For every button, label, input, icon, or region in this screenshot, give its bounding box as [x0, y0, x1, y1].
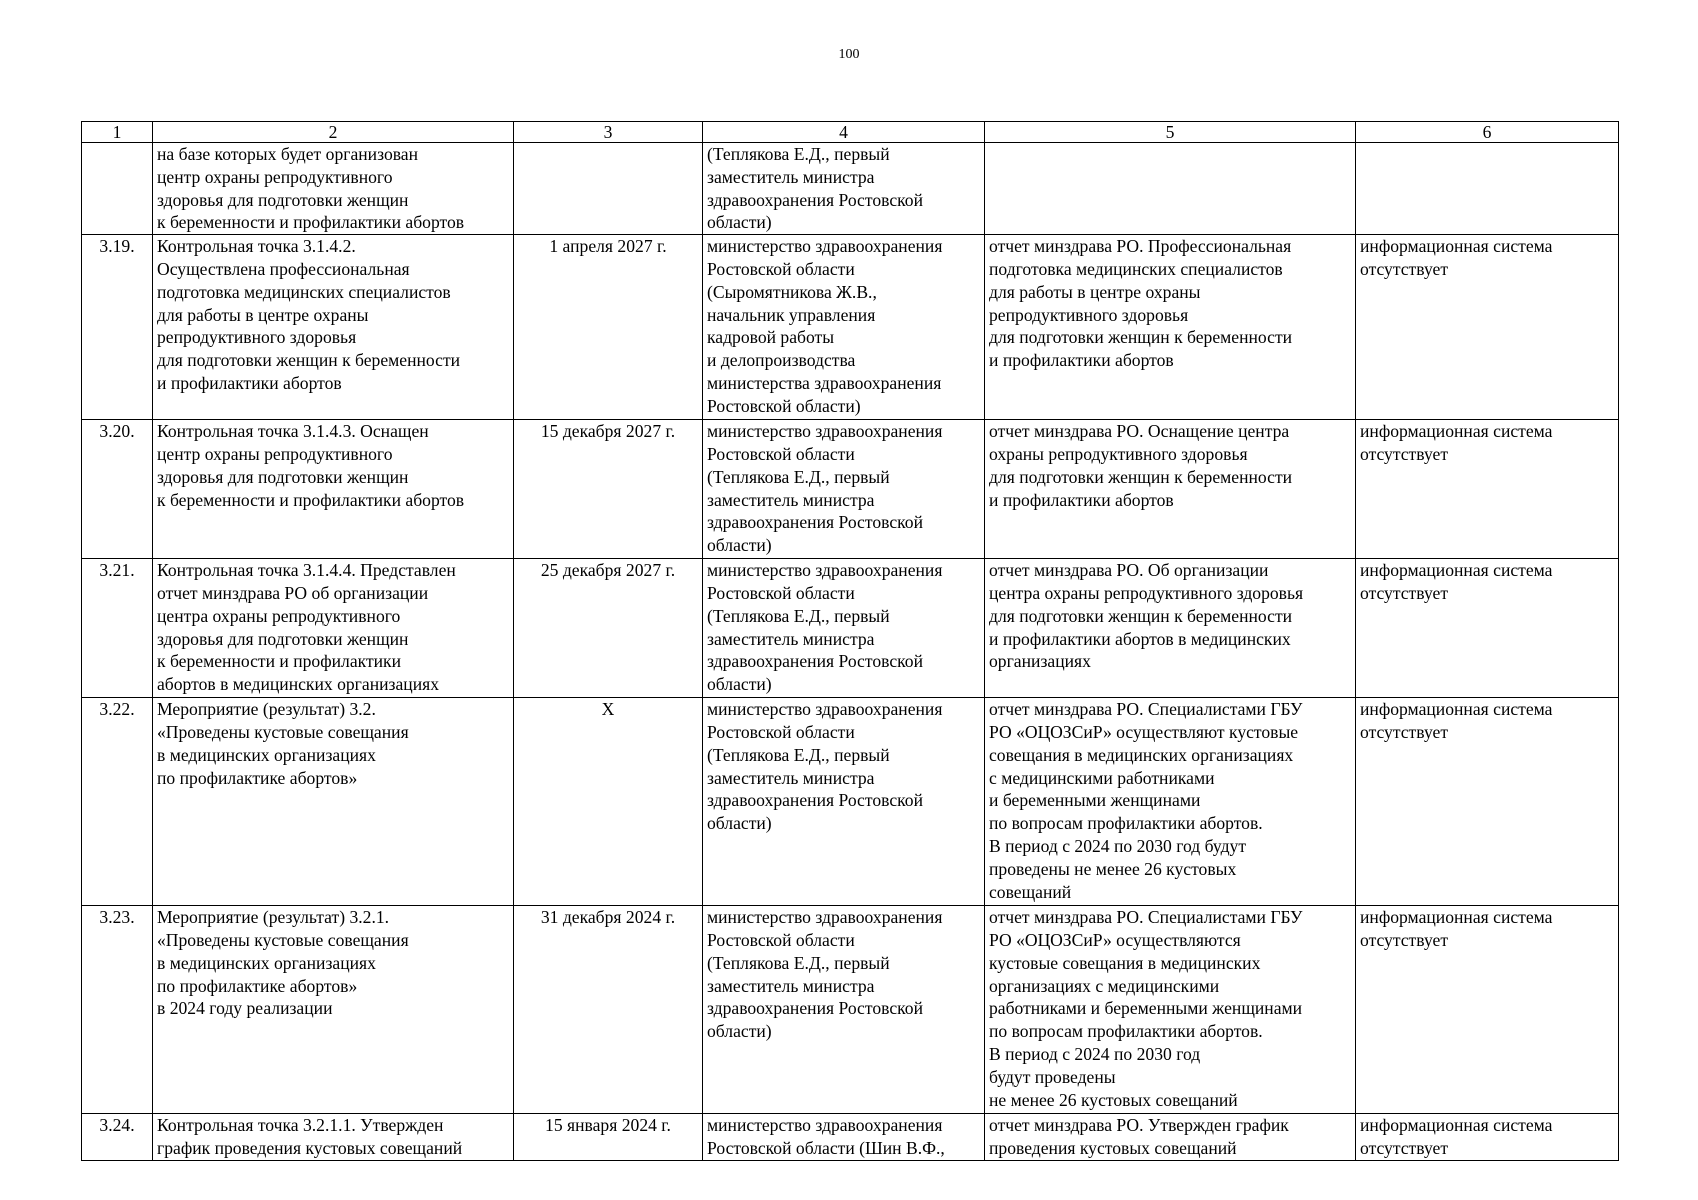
row-number: 3.19.	[82, 235, 153, 420]
row-number: 3.20.	[82, 420, 153, 559]
responsible-executor: министерство здравоохранения Ростовской области (Теплякова Е.Д., первый заместитель министра здравоохранения Ростовской области)	[703, 559, 985, 698]
deadline-date: 25 декабря 2027 г.	[514, 559, 703, 698]
deadline-date	[514, 143, 703, 235]
deadline-date: X	[514, 698, 703, 906]
row-number: 3.22.	[82, 698, 153, 906]
table-row	[82, 1114, 1619, 1161]
column-header-2: 2	[153, 122, 514, 143]
responsible-executor: (Теплякова Е.Д., первый заместитель министра здравоохранения Ростовской области)	[703, 143, 985, 235]
plan-table	[81, 121, 1619, 1161]
activity-name: Мероприятие (результат) 3.2.1. «Проведены кустовые совещания в медицинских организациях по профилактике абортов» в 2024 году реализации	[153, 906, 514, 1114]
responsible-executor: министерство здравоохранения Ростовской области (Сыромятникова Ж.В., начальник управления кадровой работы и делопроизводства министерства здравоохранения Ростовской области)	[703, 235, 985, 420]
result-description: отчет минздрава РО. Оснащение центра охраны репродуктивного здоровья для подготовки женщин к беременности и профилактики абортов	[985, 420, 1356, 559]
column-header-6: 6	[1356, 122, 1619, 143]
deadline-date: 15 января 2024 г.	[514, 1114, 703, 1161]
column-header-5: 5	[985, 122, 1356, 143]
activity-name: на базе которых будет организован центр охраны репродуктивного здоровья для подготовки женщин к беременности и профилактики абортов	[153, 143, 514, 235]
table-row	[82, 420, 1619, 559]
information-system: информационная система отсутствует	[1356, 420, 1619, 559]
row-number: 3.24.	[82, 1114, 153, 1161]
result-description: отчет минздрава РО. Специалистами ГБУ РО «ОЦОЗСиР» осуществляют кустовые совещания в медицинских организациях с медицинскими работниками и беременными женщинами по вопросам профилактики абортов. В период с 2024 по 2030 год будут проведены не менее 26 кустовых совещаний	[985, 698, 1356, 906]
result-description: отчет минздрава РО. Об организации центра охраны репродуктивного здоровья для подготовки женщин к беременности и профилактики абортов в медицинских организациях	[985, 559, 1356, 698]
activity-name: Контрольная точка 3.1.4.2. Осуществлена профессиональная подготовка медицинских специалистов для работы в центре охраны репродуктивного здоровья для подготовки женщин к беременности и профилактики абортов	[153, 235, 514, 420]
deadline-date: 1 апреля 2027 г.	[514, 235, 703, 420]
column-header-3: 3	[514, 122, 703, 143]
column-header-1: 1	[82, 122, 153, 143]
activity-name: Контрольная точка 3.1.4.4. Представлен отчет минздрава РО об организации центра охраны репродуктивного здоровья для подготовки женщин к беременности и профилактики абортов в медицинских организациях	[153, 559, 514, 698]
page-number: 100	[838, 47, 860, 62]
result-description	[985, 143, 1356, 235]
table-row	[82, 235, 1619, 420]
row-number	[82, 143, 153, 235]
activity-name: Контрольная точка 3.2.1.1. Утвержден график проведения кустовых совещаний	[153, 1114, 514, 1161]
table-row	[82, 143, 1619, 235]
result-description: отчет минздрава РО. Утвержден график проведения кустовых совещаний	[985, 1114, 1356, 1161]
activity-name: Контрольная точка 3.1.4.3. Оснащен центр охраны репродуктивного здоровья для подготовки женщин к беременности и профилактики абортов	[153, 420, 514, 559]
result-description: отчет минздрава РО. Специалистами ГБУ РО «ОЦОЗСиР» осуществляются кустовые совещания в медицинских организациях с медицинскими работниками и беременными женщинами по вопросам профилактики абортов. В период с 2024 по 2030 год будут проведены не менее 26 кустовых совещаний	[985, 906, 1356, 1114]
table-row	[82, 559, 1619, 698]
result-description: отчет минздрава РО. Профессиональная подготовка медицинских специалистов для работы в центре охраны репродуктивного здоровья для подготовки женщин к беременности и профилактики абортов	[985, 235, 1356, 420]
responsible-executor: министерство здравоохранения Ростовской области (Теплякова Е.Д., первый заместитель министра здравоохранения Ростовской области)	[703, 420, 985, 559]
row-number: 3.21.	[82, 559, 153, 698]
information-system: информационная система отсутствует	[1356, 559, 1619, 698]
responsible-executor: министерство здравоохранения Ростовской области (Теплякова Е.Д., первый заместитель министра здравоохранения Ростовской области)	[703, 906, 985, 1114]
information-system	[1356, 143, 1619, 235]
header-row	[82, 122, 1619, 143]
deadline-date: 31 декабря 2024 г.	[514, 906, 703, 1114]
activity-name: Мероприятие (результат) 3.2. «Проведены кустовые совещания в медицинских организациях по профилактике абортов»	[153, 698, 514, 906]
information-system: информационная система отсутствует	[1356, 1114, 1619, 1161]
information-system: информационная система отсутствует	[1356, 906, 1619, 1114]
table-row	[82, 906, 1619, 1114]
information-system: информационная система отсутствует	[1356, 698, 1619, 906]
row-number: 3.23.	[82, 906, 153, 1114]
information-system: информационная система отсутствует	[1356, 235, 1619, 420]
responsible-executor: министерство здравоохранения Ростовской области (Шин В.Ф.,	[703, 1114, 985, 1161]
responsible-executor: министерство здравоохранения Ростовской области (Теплякова Е.Д., первый заместитель министра здравоохранения Ростовской области)	[703, 698, 985, 906]
table-row	[82, 698, 1619, 906]
column-header-4: 4	[703, 122, 985, 143]
deadline-date: 15 декабря 2027 г.	[514, 420, 703, 559]
